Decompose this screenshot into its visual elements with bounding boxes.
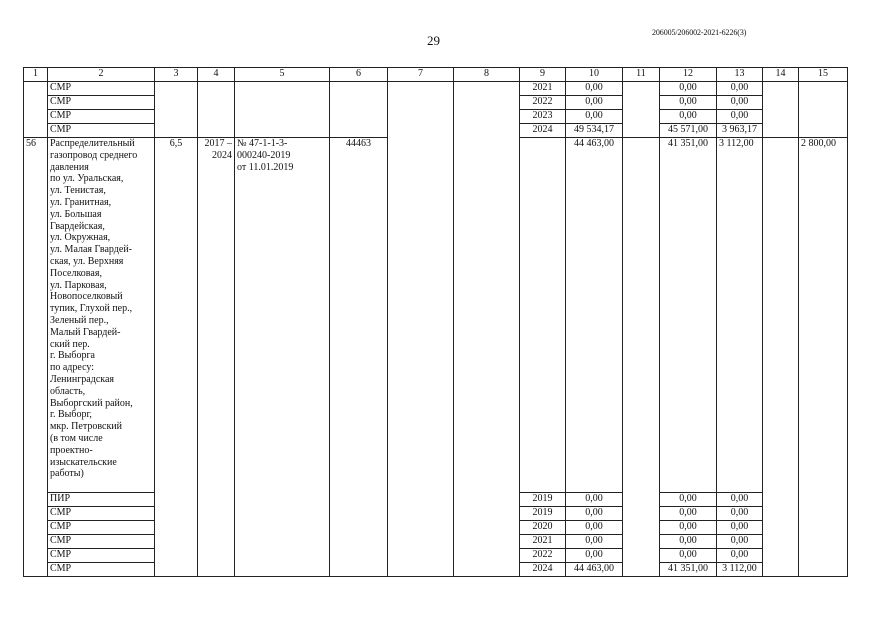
column-number: 7 [388,68,454,82]
cell-empty [454,82,520,577]
amount-total: 0,00 [566,110,623,124]
amount-col12: 41 351,00 [660,138,717,493]
column-number: 14 [763,68,799,82]
estimated-cost: 44463 [330,138,388,577]
amount-total: 0,00 [566,493,623,507]
cell-empty [799,82,848,138]
amount-col13: 0,00 [717,96,763,110]
amount-col13: 0,00 [717,535,763,549]
column-number: 3 [155,68,198,82]
work-type: СМР [48,110,155,124]
amount-total: 0,00 [566,535,623,549]
cell-empty [198,82,235,138]
work-type: СМР [48,549,155,563]
year: 2024 [520,124,566,138]
amount-col12: 0,00 [660,493,717,507]
item-number: 56 [24,138,48,577]
column-number: 12 [660,68,717,82]
year: 2019 [520,493,566,507]
amount-col12: 0,00 [660,507,717,521]
cell-empty [388,82,454,577]
period: 2017 – 2024 [198,138,235,577]
amount-col13: 3 112,00 [717,563,763,577]
column-number-row [24,68,848,82]
amount-total: 44 463,00 [566,138,623,493]
amount-col12: 0,00 [660,110,717,124]
amount-total: 0,00 [566,82,623,96]
year: 2023 [520,110,566,124]
column-number: 9 [520,68,566,82]
cell-empty [235,82,330,138]
year: 2021 [520,82,566,96]
table-row [24,82,848,96]
column-number: 1 [24,68,48,82]
year: 2022 [520,96,566,110]
amount-col12: 45 571,00 [660,124,717,138]
column-number: 10 [566,68,623,82]
amount-col12: 41 351,00 [660,563,717,577]
column-number: 6 [330,68,388,82]
cell-empty [763,82,799,138]
amount-col12: 0,00 [660,549,717,563]
column-number: 13 [717,68,763,82]
work-type: СМР [48,535,155,549]
year: 2021 [520,535,566,549]
column-number: 2 [48,68,155,82]
amount-col13: 0,00 [717,507,763,521]
amount-col13: 3 963,17 [717,124,763,138]
capacity: 6,5 [155,138,198,577]
cell-empty [623,138,660,577]
amount-col13: 0,00 [717,549,763,563]
work-type: СМР [48,96,155,110]
amount-total: 0,00 [566,521,623,535]
column-number: 15 [799,68,848,82]
work-type: СМР [48,521,155,535]
year: 2019 [520,507,566,521]
column-number: 5 [235,68,330,82]
year: 2020 [520,521,566,535]
amount-total: 0,00 [566,96,623,110]
amount-total: 0,00 [566,507,623,521]
amount-col12: 0,00 [660,82,717,96]
cell-empty [24,82,48,138]
amount-total: 0,00 [566,549,623,563]
amount-col12: 0,00 [660,521,717,535]
amount-col12: 0,00 [660,96,717,110]
cell-empty [763,138,799,577]
amount-col12: 0,00 [660,535,717,549]
amount-total: 44 463,00 [566,563,623,577]
year: 2022 [520,549,566,563]
amount-col13: 0,00 [717,82,763,96]
amount-col13: 3 112,00 [717,138,763,493]
column-number: 8 [454,68,520,82]
column-number: 11 [623,68,660,82]
cell-empty [623,82,660,138]
cell-empty [520,138,566,493]
cell-empty [330,82,388,138]
page-number: 29 [427,33,440,48]
document-code: 206005/206002-2021-6226(3) [652,28,747,37]
work-type: СМР [48,124,155,138]
expertise-conclusion: № 47-1-1-3- 000240-2019 от 11.01.2019 [235,138,330,577]
cell-empty [155,82,198,138]
amount-col13: 0,00 [717,110,763,124]
amount-col13: 0,00 [717,521,763,535]
column-number: 4 [198,68,235,82]
year: 2024 [520,563,566,577]
amount-col13: 0,00 [717,493,763,507]
object-name: Распределительный газопровод среднего давления по ул. Уральская, ул. Тенистая, ул. Гранитная, ул. Большая Гвардейская, ул. Окружная, ул. Малая Гвардей- ская, ул. Верхняя Поселковая, ул. Парковая, Новопоселковый тупик, Глухой пер., Зеленый пер., Малый Гвардей- ский пер. г. Выборга по адресу: Ленинградская область, Выборгский район, г. Выборг, мкр. Петровский (в том числе проектно- изыскательские работы) [48,138,155,493]
work-type: СМР [48,507,155,521]
amount-col15: 2 800,00 [799,138,848,577]
work-type: СМР [48,563,155,577]
work-type: ПИР [48,493,155,507]
investment-table [23,67,848,577]
work-type: СМР [48,82,155,96]
amount-total: 49 534,17 [566,124,623,138]
